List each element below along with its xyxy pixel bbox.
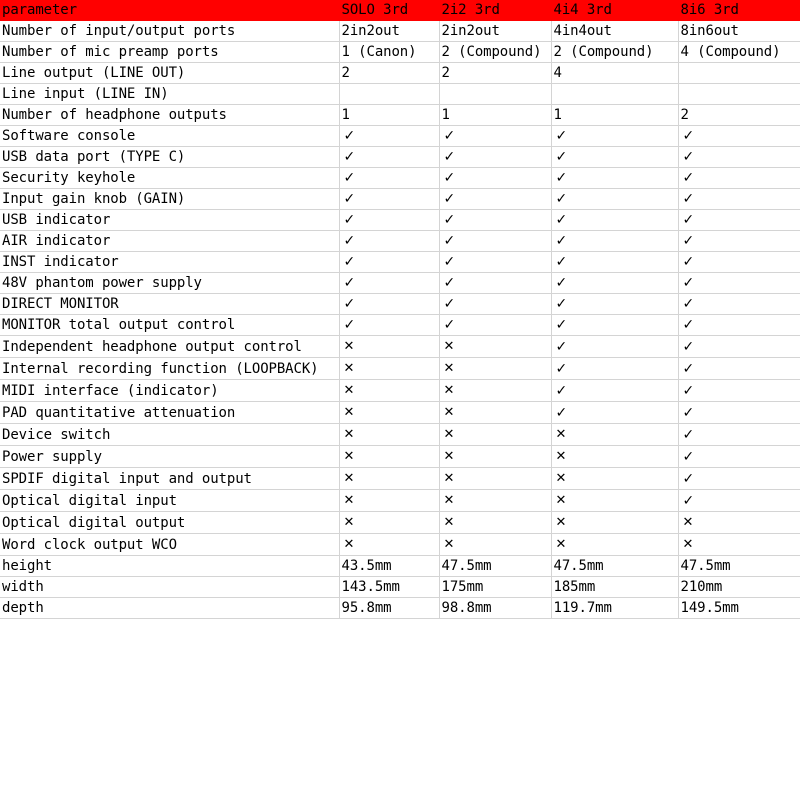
parameter-cell: depth [0,598,339,619]
value-cell-solo [339,231,439,252]
value-cell-solo [339,294,439,315]
value-cell-8i6 [678,273,800,294]
check-icon: ✓ [343,170,356,186]
cross-icon: ✕ [343,405,355,420]
parameter-cell: AIR indicator [0,231,339,252]
parameter-cell: Line output (LINE OUT) [0,63,339,84]
check-icon: ✓ [443,275,456,291]
table-row [0,42,800,63]
value-cell-8i6 [678,231,800,252]
parameter-cell: Number of mic preamp ports [0,42,339,63]
value-cell-8i6 [678,358,800,380]
check-icon: ✓ [682,191,695,207]
cross-icon: ✕ [443,537,455,552]
value-cell-4i4 [551,126,678,147]
parameter-cell: MIDI interface (indicator) [0,380,339,402]
check-icon: ✓ [555,360,568,377]
value-cell-8i6 [678,315,800,336]
value-cell-solo [339,126,439,147]
check-icon: ✓ [555,149,568,165]
cross-icon: ✕ [343,515,355,530]
header-cell-8i6: 8i6 3rd [678,0,800,21]
check-icon: ✓ [343,296,356,312]
value-cell-4i4: 4in4out [551,21,678,42]
value-cell-solo: 1 (Canon) [339,42,439,63]
value-cell-solo [339,315,439,336]
check-icon: ✓ [682,448,695,465]
parameter-cell: Optical digital input [0,490,339,512]
value-cell-2i2 [439,380,551,402]
check-icon: ✓ [443,170,456,186]
cross-icon: ✕ [343,449,355,464]
table-row [0,534,800,556]
value-cell-solo [339,147,439,168]
table-row [0,380,800,402]
value-cell-8i6 [678,189,800,210]
table-row [0,63,800,84]
check-icon: ✓ [682,296,695,312]
value-cell-4i4 [551,210,678,231]
value-cell-2i2: 47.5mm [439,556,551,577]
value-cell-4i4 [551,336,678,358]
cross-icon: ✕ [682,537,694,552]
value-cell-2i2: 175mm [439,577,551,598]
check-icon: ✓ [555,233,568,249]
value-cell-2i2 [439,358,551,380]
value-cell-4i4 [551,534,678,556]
check-icon: ✓ [682,233,695,249]
value-cell-2i2: 1 [439,105,551,126]
value-cell-solo [339,189,439,210]
value-cell-8i6 [678,490,800,512]
cross-icon: ✕ [343,339,355,354]
table-row [0,358,800,380]
check-icon: ✓ [682,275,695,291]
check-icon: ✓ [555,128,568,144]
value-cell-solo [339,168,439,189]
value-cell-solo [339,336,439,358]
cross-icon: ✕ [443,427,455,442]
table-row [0,424,800,446]
value-cell-solo [339,358,439,380]
parameter-cell: Software console [0,126,339,147]
value-cell-2i2 [439,273,551,294]
check-icon: ✓ [443,191,456,207]
cross-icon: ✕ [555,449,567,464]
cross-icon: ✕ [555,427,567,442]
value-cell-solo [339,490,439,512]
value-cell-4i4 [551,380,678,402]
cross-icon: ✕ [443,405,455,420]
parameter-cell: Number of headphone outputs [0,105,339,126]
check-icon: ✓ [682,128,695,144]
value-cell-solo [339,424,439,446]
table-row [0,168,800,189]
table-row [0,402,800,424]
check-icon: ✓ [343,254,356,270]
value-cell-4i4: 47.5mm [551,556,678,577]
value-cell-2i2 [439,512,551,534]
check-icon: ✓ [682,470,695,487]
value-cell-solo: 143.5mm [339,577,439,598]
cross-icon: ✕ [343,427,355,442]
value-cell-8i6 [678,294,800,315]
value-cell-solo: 2 [339,63,439,84]
value-cell-4i4 [551,273,678,294]
header-cell-solo: SOLO 3rd [339,0,439,21]
value-cell-solo: 2in2out [339,21,439,42]
value-cell-8i6 [678,424,800,446]
value-cell-8i6: 4 (Compound) [678,42,800,63]
value-cell-2i2 [439,168,551,189]
value-cell-solo: 1 [339,105,439,126]
table-row [0,252,800,273]
table-row [0,468,800,490]
check-icon: ✓ [443,149,456,165]
table-row [0,147,800,168]
value-cell-2i2 [439,294,551,315]
value-cell-solo [339,252,439,273]
check-icon: ✓ [682,317,695,333]
parameter-cell: Input gain knob (GAIN) [0,189,339,210]
cross-icon: ✕ [443,471,455,486]
value-cell-2i2 [439,84,551,105]
table-row [0,446,800,468]
table-row [0,315,800,336]
value-cell-4i4 [551,490,678,512]
parameter-cell: Device switch [0,424,339,446]
parameter-cell: Optical digital output [0,512,339,534]
check-icon: ✓ [555,296,568,312]
check-icon: ✓ [682,492,695,509]
value-cell-2i2: 98.8mm [439,598,551,619]
value-cell-8i6 [678,84,800,105]
value-cell-4i4 [551,315,678,336]
parameter-cell: MONITOR total output control [0,315,339,336]
table-row [0,336,800,358]
cross-icon: ✕ [343,361,355,376]
check-icon: ✓ [682,170,695,186]
value-cell-8i6 [678,380,800,402]
value-cell-2i2: 2in2out [439,21,551,42]
check-icon: ✓ [555,338,568,355]
value-cell-8i6: 8in6out [678,21,800,42]
value-cell-solo [339,512,439,534]
table-row [0,231,800,252]
value-cell-solo [339,84,439,105]
parameter-cell: 48V phantom power supply [0,273,339,294]
header-row [0,0,800,21]
value-cell-8i6 [678,126,800,147]
check-icon: ✓ [443,212,456,228]
check-icon: ✓ [555,212,568,228]
value-cell-2i2 [439,402,551,424]
value-cell-2i2 [439,231,551,252]
value-cell-8i6 [678,210,800,231]
value-cell-4i4 [551,402,678,424]
value-cell-4i4 [551,468,678,490]
check-icon: ✓ [682,149,695,165]
header-cell-parameter: parameter [0,0,339,21]
cross-icon: ✕ [555,537,567,552]
check-icon: ✓ [555,275,568,291]
value-cell-4i4 [551,84,678,105]
parameter-cell: INST indicator [0,252,339,273]
check-icon: ✓ [682,404,695,421]
value-cell-8i6 [678,446,800,468]
table-row [0,556,800,577]
check-icon: ✓ [443,254,456,270]
value-cell-4i4 [551,189,678,210]
value-cell-4i4 [551,147,678,168]
value-cell-8i6 [678,402,800,424]
value-cell-4i4 [551,231,678,252]
table-row [0,294,800,315]
value-cell-4i4: 185mm [551,577,678,598]
value-cell-solo: 95.8mm [339,598,439,619]
value-cell-8i6: 210mm [678,577,800,598]
check-icon: ✓ [682,360,695,377]
check-icon: ✓ [343,275,356,291]
value-cell-4i4: 119.7mm [551,598,678,619]
value-cell-2i2 [439,424,551,446]
cross-icon: ✕ [443,515,455,530]
parameter-cell: width [0,577,339,598]
value-cell-2i2 [439,534,551,556]
value-cell-solo: 43.5mm [339,556,439,577]
parameter-cell: Word clock output WCO [0,534,339,556]
check-icon: ✓ [682,426,695,443]
check-icon: ✓ [343,233,356,249]
header-cell-4i4: 4i4 3rd [551,0,678,21]
cross-icon: ✕ [343,493,355,508]
value-cell-8i6: 47.5mm [678,556,800,577]
value-cell-solo [339,468,439,490]
table-row [0,577,800,598]
check-icon: ✓ [443,128,456,144]
check-icon: ✓ [682,254,695,270]
value-cell-solo [339,380,439,402]
parameter-cell: Power supply [0,446,339,468]
check-icon: ✓ [443,233,456,249]
check-icon: ✓ [555,191,568,207]
parameter-cell: Security keyhole [0,168,339,189]
parameter-cell: Independent headphone output control [0,336,339,358]
value-cell-4i4 [551,446,678,468]
cross-icon: ✕ [555,471,567,486]
value-cell-8i6 [678,63,800,84]
check-icon: ✓ [343,317,356,333]
check-icon: ✓ [555,170,568,186]
header-cell-2i2: 2i2 3rd [439,0,551,21]
value-cell-solo [339,210,439,231]
parameter-cell: SPDIF digital input and output [0,468,339,490]
value-cell-2i2 [439,446,551,468]
table-row [0,598,800,619]
table-row [0,210,800,231]
value-cell-8i6 [678,512,800,534]
check-icon: ✓ [555,382,568,399]
value-cell-8i6: 149.5mm [678,598,800,619]
value-cell-2i2 [439,189,551,210]
value-cell-2i2 [439,147,551,168]
value-cell-8i6 [678,468,800,490]
table-row [0,126,800,147]
cross-icon: ✕ [443,383,455,398]
check-icon: ✓ [555,254,568,270]
parameter-cell: DIRECT MONITOR [0,294,339,315]
check-icon: ✓ [343,149,356,165]
cross-icon: ✕ [443,449,455,464]
value-cell-4i4 [551,294,678,315]
value-cell-solo [339,534,439,556]
check-icon: ✓ [343,191,356,207]
cross-icon: ✕ [555,515,567,530]
value-cell-8i6 [678,168,800,189]
parameter-cell: Number of input/output ports [0,21,339,42]
check-icon: ✓ [555,317,568,333]
table-row [0,84,800,105]
value-cell-8i6 [678,252,800,273]
value-cell-4i4: 4 [551,63,678,84]
value-cell-2i2: 2 [439,63,551,84]
value-cell-2i2 [439,468,551,490]
parameter-cell: PAD quantitative attenuation [0,402,339,424]
value-cell-2i2: 2 (Compound) [439,42,551,63]
value-cell-8i6: 2 [678,105,800,126]
value-cell-4i4: 2 (Compound) [551,42,678,63]
cross-icon: ✕ [443,361,455,376]
check-icon: ✓ [443,296,456,312]
cross-icon: ✕ [343,537,355,552]
table-row [0,105,800,126]
cross-icon: ✕ [682,515,694,530]
value-cell-2i2 [439,490,551,512]
cross-icon: ✕ [343,383,355,398]
cross-icon: ✕ [443,493,455,508]
cross-icon: ✕ [443,339,455,354]
parameter-cell: Internal recording function (LOOPBACK) [0,358,339,380]
value-cell-2i2 [439,126,551,147]
check-icon: ✓ [682,382,695,399]
value-cell-solo [339,446,439,468]
parameter-cell: USB data port (TYPE C) [0,147,339,168]
check-icon: ✓ [443,317,456,333]
check-icon: ✓ [555,404,568,421]
table-row [0,273,800,294]
value-cell-2i2 [439,336,551,358]
check-icon: ✓ [343,212,356,228]
value-cell-8i6 [678,534,800,556]
table-row [0,490,800,512]
value-cell-2i2 [439,315,551,336]
value-cell-solo [339,402,439,424]
table-row [0,512,800,534]
value-cell-4i4 [551,252,678,273]
cross-icon: ✕ [343,471,355,486]
value-cell-4i4 [551,512,678,534]
value-cell-2i2 [439,210,551,231]
parameter-cell: Line input (LINE IN) [0,84,339,105]
check-icon: ✓ [682,338,695,355]
value-cell-8i6 [678,147,800,168]
value-cell-4i4 [551,168,678,189]
check-icon: ✓ [343,128,356,144]
parameter-cell: height [0,556,339,577]
value-cell-8i6 [678,336,800,358]
cross-icon: ✕ [555,493,567,508]
table-row [0,189,800,210]
value-cell-2i2 [439,252,551,273]
table-row [0,21,800,42]
value-cell-4i4: 1 [551,105,678,126]
check-icon: ✓ [682,212,695,228]
parameter-cell: USB indicator [0,210,339,231]
value-cell-4i4 [551,424,678,446]
value-cell-4i4 [551,358,678,380]
value-cell-solo [339,273,439,294]
